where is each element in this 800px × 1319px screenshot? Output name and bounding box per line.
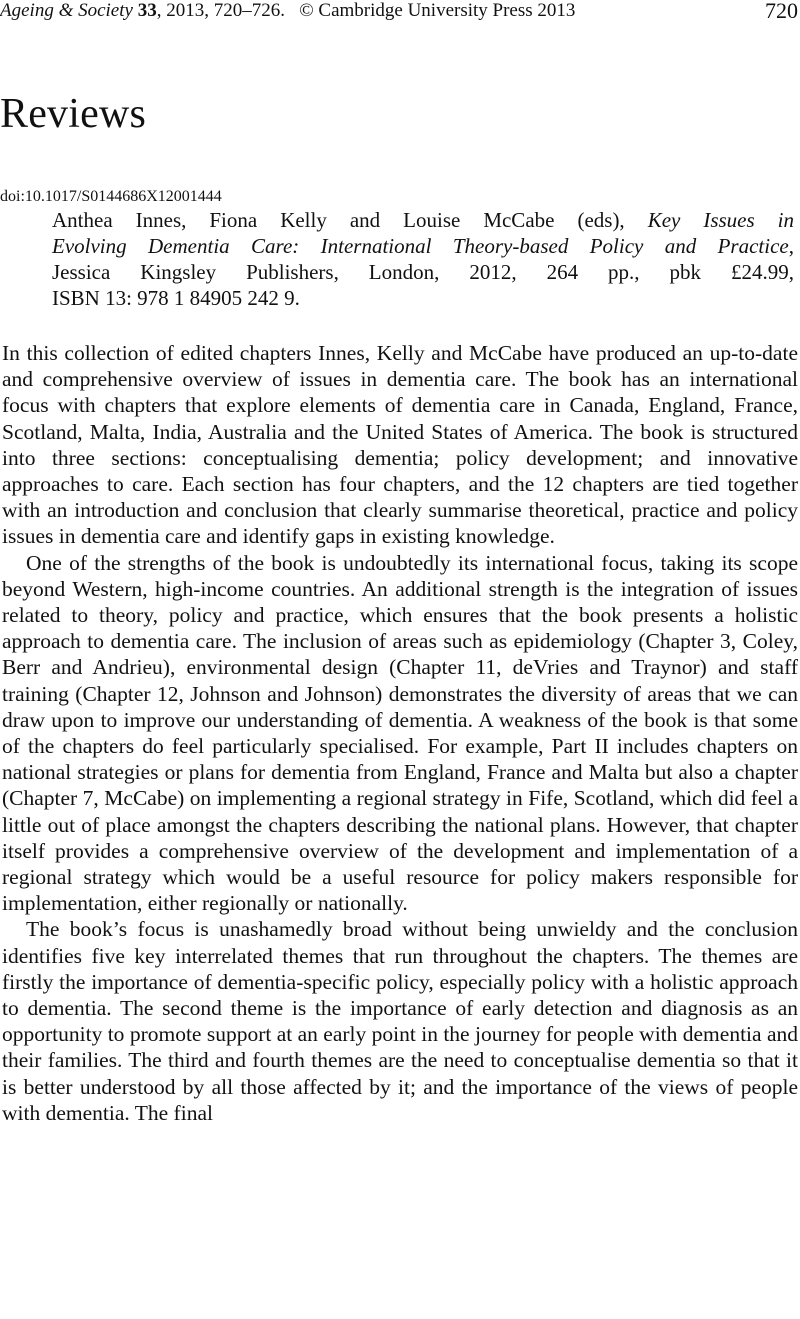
review-paragraph-3: The book’s focus is unashamedly broad without being unwieldy and the conclusion identifies five key interrelated themes that run throughout the chapters. The themes are firstly the importance of dementia-specific policy, especially policy with a holistic approach to dementia. The second theme is the importance of early detection and diagnosis as an opportunity to promote support at an early point in the journey for people with dementia and their families. The third and fourth themes are the need to conceptualise dementia so that it is better understood by all those affected by it; and the importance of the views of people with dementia. The final — [2, 917, 798, 1125]
journal-volume: 33 — [137, 0, 157, 21]
journal-name: Ageing & Society — [0, 0, 133, 21]
book-citation — [52, 207, 794, 311]
journal-issue-details: , 2013, 720–726. — [156, 0, 285, 21]
copyright-notice: © Cambridge University Press 2013 — [299, 0, 576, 21]
citation-line-2 — [52, 233, 794, 259]
citation-title-separator: , — [788, 234, 794, 258]
citation-title-part1: Key Issues in — [647, 208, 794, 232]
citation-title-part2: Evolving Dementia Care: International Theory-based Policy and Practice — [52, 234, 789, 258]
review-paragraph-2: One of the strengths of the book is undoubtedly its international focus, taking its scope beyond Western, high-income countries. An additional strength is the integration of issues related to theory, policy and practice, which ensures that the book presents a holistic approach to dementia care. The inclusion of areas such as epidemiology (Chapter 3, Coley, Berr and Andrieu), environmental design (Chapter 11, deVries and Traynor) and staff training (Chapter 12, Johnson and Johnson) demonstrates the diversity of areas that we can draw upon to improve our understanding of dementia. A weakness of the book is that some of the chapters do feel particularly specialised. For example, Part II includes chapters on national strategies or plans for dementia from England, France and Malta but also a chapter (Chapter 7, McCabe) on implementing a regional strategy in Fife, Scotland, which did feel a little out of place amongst the chapters describing the national plans. However, that chapter itself provides a comprehensive overview of the development and implementation of a regional strategy which would be a useful resource for policy makers responsible for implementation, either regionally or nationally. — [2, 550, 798, 916]
running-head — [0, 0, 800, 24]
review-doi: doi:10.1017/S0144686X12001444 — [0, 188, 222, 205]
running-head-citation — [0, 0, 575, 22]
citation-line-1 — [52, 207, 794, 233]
page-number: 720 — [765, 0, 798, 23]
review-paragraph-1: In this collection of edited chapters Innes, Kelly and McCabe have produced an up-to-date and comprehensive overview of issues in dementia care. The book has an international focus with chapters that explore elements of dementia care in Canada, England, France, Scotland, Malta, India, Australia and the United States of America. The book is structured into three sections: conceptualising dementia; policy development; and innovative approaches to care. Each section has four chapters, and the 12 chapters are tied together with an introduction and conclusion that clearly summarise theoretical, practice and policy issues in dementia care and identify gaps in existing knowledge. — [2, 341, 798, 549]
section-title: Reviews — [0, 91, 147, 137]
citation-isbn: ISBN 13: 978 1 84905 242 9. — [52, 286, 300, 310]
citation-publisher: Jessica Kingsley Publishers, London, 2012, 264 pp., pbk £24.99, — [52, 260, 794, 284]
citation-editors: Anthea Innes, Fiona Kelly and Louise McCabe (eds), — [52, 208, 648, 232]
review-body — [2, 340, 798, 1126]
